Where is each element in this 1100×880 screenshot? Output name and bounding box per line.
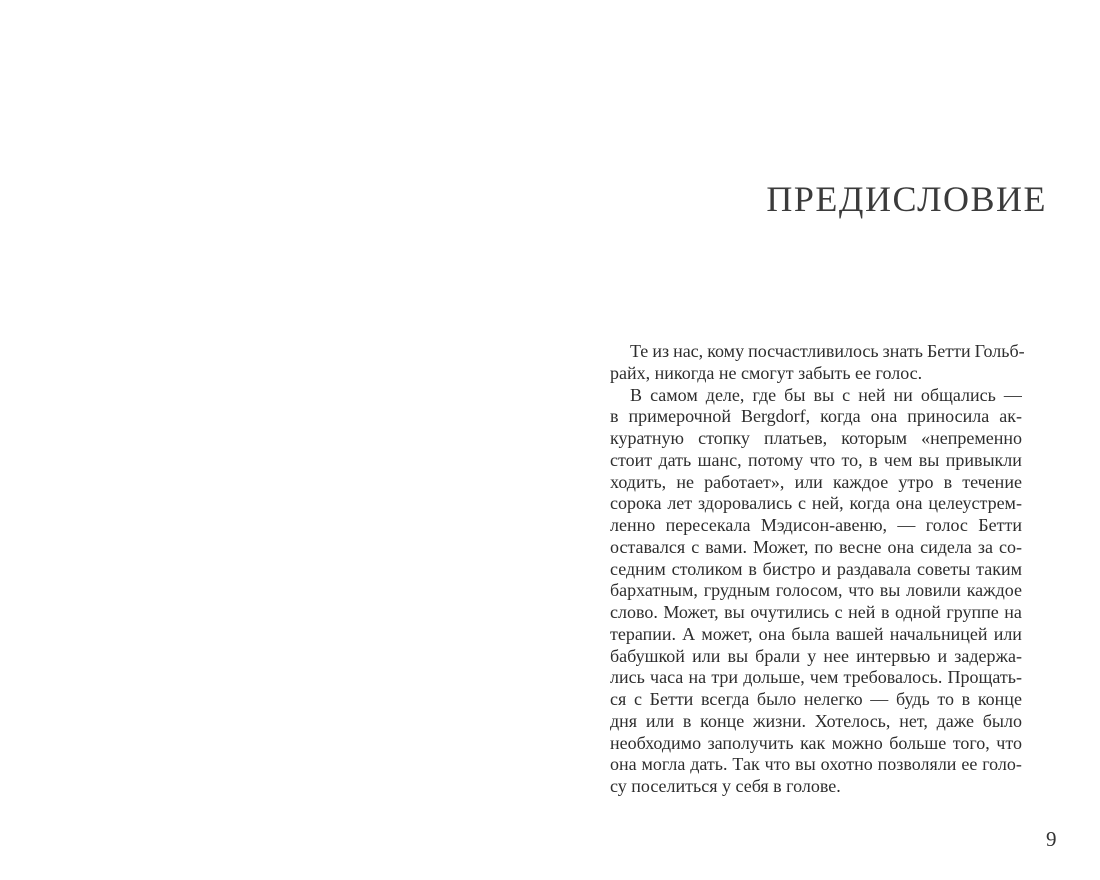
chapter-heading: ПРЕДИСЛОВИЕ <box>766 179 1047 219</box>
text-line: куратную стопку платьев, которым «непременно <box>610 428 1022 448</box>
text-line: стоит дать шанс, потому что то, в чем вы привыкли <box>610 449 1022 470</box>
text-line: су поселиться у себя в голове. <box>610 776 841 796</box>
text-line: райх, никогда не смогут забыть ее голос. <box>610 362 923 383</box>
text-line: дня или в конце жизни. Хотелось, нет, даже было <box>610 710 1022 731</box>
text-column <box>610 341 1025 798</box>
text-line: Те из нас, кому посчастливилось знать Бетти Гольб- <box>630 341 1025 361</box>
text-line: терапии. А может, она была вашей начальницей или <box>610 623 1022 644</box>
text-line: ходить, не работает», или каждое утро в течение <box>610 471 1022 492</box>
text-line: В самом деле, где бы вы с ней ни общались — <box>630 384 1022 405</box>
text-line: она могла дать. Так что вы охотно позволяли ее голо- <box>610 754 1022 775</box>
text-line: седним столиком в бистро и раздавала советы таким <box>610 558 1022 579</box>
text-line: лись часа на три дольше, чем требовалось. Прощать- <box>610 667 1022 688</box>
page-number: 9 <box>1046 827 1057 851</box>
text-line: ленно пересекала Мэдисон-авеню, — голос Бетти <box>610 515 1022 535</box>
text-line: бархатным, грудным голосом, что вы ловили каждое <box>610 580 1022 601</box>
text-line: необходимо заполучить как можно больше того, что <box>610 732 1022 753</box>
text-line: оставался с вами. Может, по весне она сидела за со- <box>610 536 1022 557</box>
text-line: бабушкой или вы брали у нее интервью и задержа- <box>610 645 1022 666</box>
text-line: слово. Может, вы очутились с ней в одной группе на <box>610 602 1022 622</box>
text-line: ся с Бетти всегда было нелегко — будь то в конце <box>610 689 1022 709</box>
text-line: в примерочной Bergdorf, когда она приносила ак- <box>610 406 1022 427</box>
text-line: сорока лет здоровались с ней, когда она целеустрем- <box>610 493 1022 514</box>
